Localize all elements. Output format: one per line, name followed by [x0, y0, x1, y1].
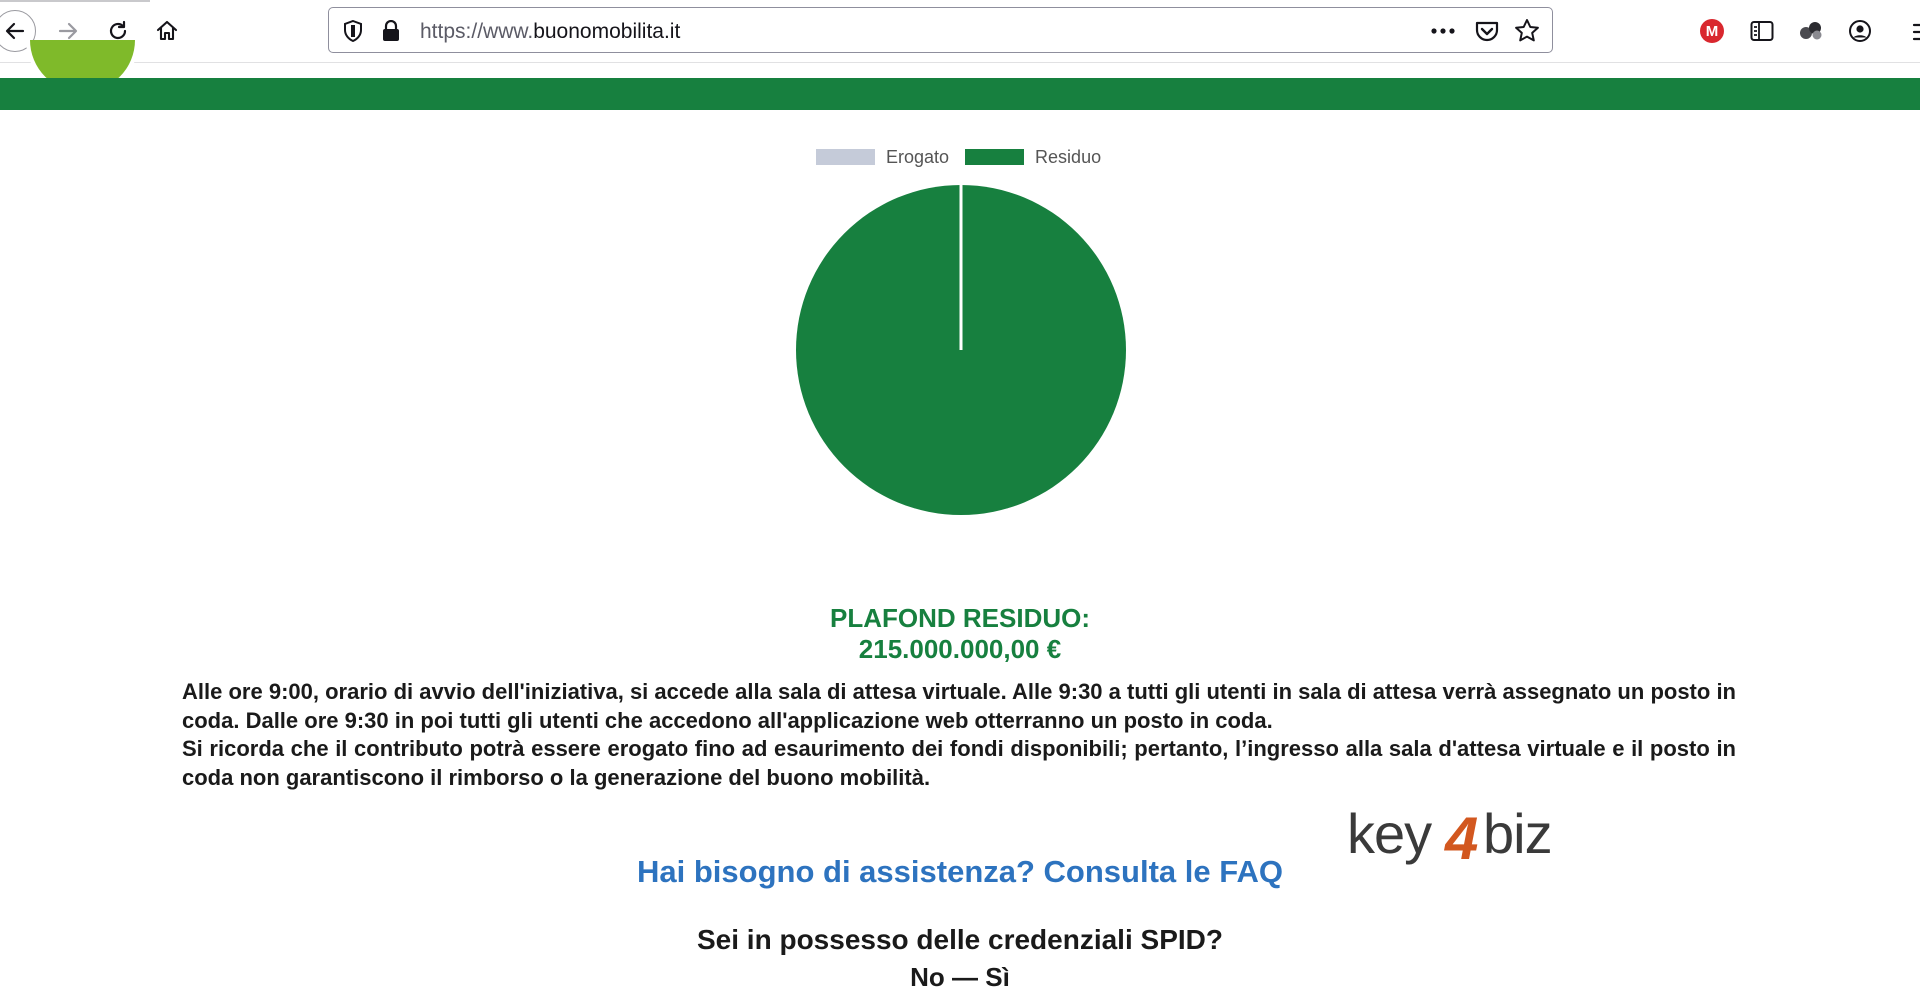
svg-text:4: 4: [1445, 807, 1479, 869]
url-text[interactable]: [420, 20, 680, 44]
legend-item-erogato[interactable]: [816, 147, 949, 168]
faq-link[interactable]: Hai bisogno di assistenza? Consulta le FAQ: [637, 854, 1283, 889]
plafond-value: 215.000.000,00 €: [858, 634, 1062, 664]
reader-sidebar-icon[interactable]: [1748, 18, 1776, 44]
home-button[interactable]: [146, 10, 188, 52]
header-green-band: [0, 78, 1920, 110]
chart-legend: [816, 146, 1117, 168]
pocket-icon[interactable]: [1473, 18, 1501, 44]
spid-question: Sei in possesso delle credenziali SPID?: [697, 924, 1223, 955]
legend-label-erogato: Erogato: [886, 146, 950, 167]
info-paragraph-1: Alle ore 9:00, orario di avvio dell'iniziativa, si accede alla sala di attesa virtuale. Alle 9:30 a tutti gli utenti in sala di attesa verrà assegnato un posto in coda. Dalle ore 9:30 in poi tutti gli utenti che accedono all'applicazione web otterranno un posto in coda.: [182, 679, 1736, 733]
svg-text:biz: biz: [1483, 807, 1552, 865]
legend-label-residuo: Residuo: [1035, 146, 1102, 167]
forward-icon: [57, 20, 79, 42]
bookmark-star-icon[interactable]: [1513, 17, 1541, 45]
page-actions-icon[interactable]: [1428, 18, 1458, 44]
svg-text:key: key: [1347, 807, 1432, 865]
tab-strip-edge: [0, 0, 150, 2]
url-prefix: https://www.: [420, 20, 534, 43]
mega-extension-icon[interactable]: [1700, 19, 1724, 43]
spid-options[interactable]: No — Sì: [910, 962, 1010, 992]
lock-icon[interactable]: [380, 19, 402, 43]
account-icon[interactable]: [1846, 18, 1874, 44]
mega-extension-label: M: [1705, 22, 1719, 40]
info-paragraph-2: Si ricorda che il contributo potrà essere erogato fino ad esaurimento dei fondi disponibili; pertanto, l’ingresso alla sala d'attesa virtuale e il posto in coda non garantiscono il rimborso o la generazione del buono mobilità.: [182, 736, 1736, 790]
home-icon: [155, 19, 179, 43]
legend-item-residuo[interactable]: [965, 147, 1101, 168]
url-bar[interactable]: [328, 7, 1553, 53]
plafond-pie-chart: [793, 182, 1129, 518]
info-text: [182, 678, 1736, 792]
legend-swatch-erogato: [816, 149, 875, 165]
url-host: buonomobilita.it: [533, 20, 681, 43]
legend-swatch-residuo: [965, 149, 1024, 165]
extension-icon[interactable]: [1797, 18, 1825, 44]
browser-toolbar: [0, 0, 1920, 63]
tracking-shield-icon[interactable]: [341, 19, 365, 43]
back-icon: [4, 20, 26, 42]
plafond-title: PLAFOND RESIDUO:: [830, 603, 1090, 633]
menu-icon[interactable]: [1906, 20, 1920, 44]
